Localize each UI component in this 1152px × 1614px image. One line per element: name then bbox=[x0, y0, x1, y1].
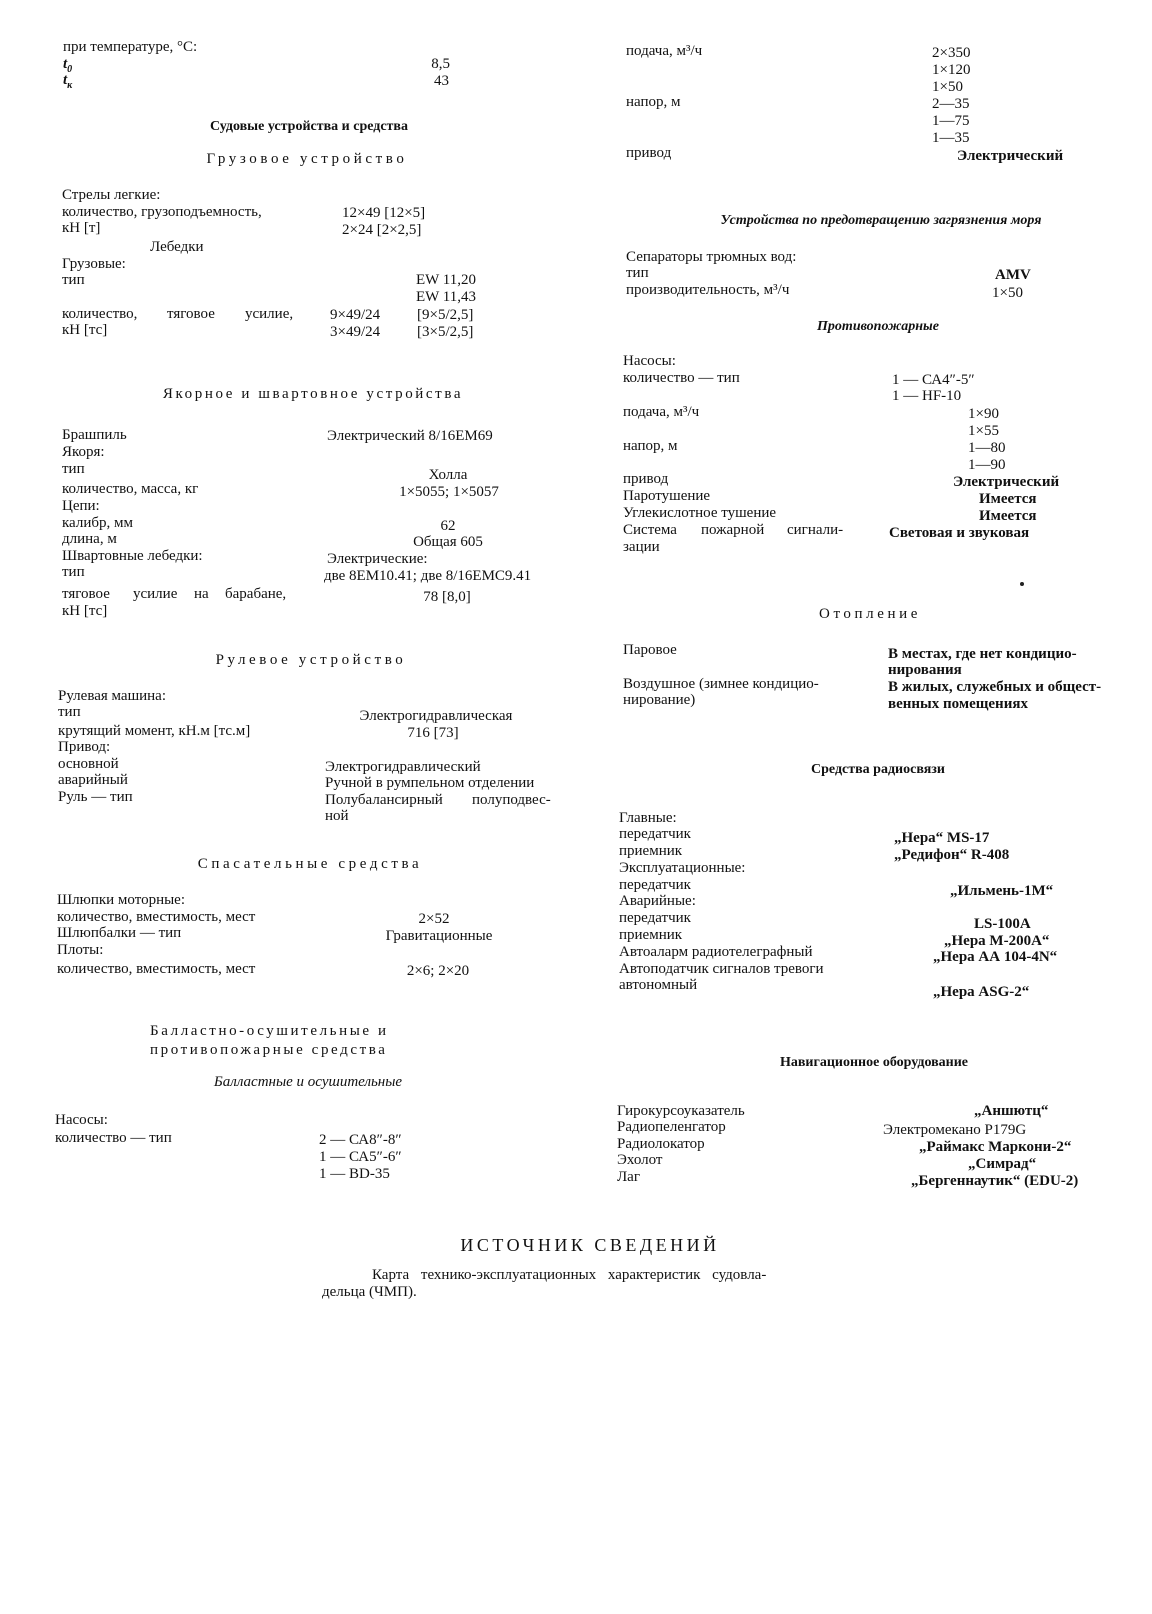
fire-head-value-1: 1—80 bbox=[968, 440, 1006, 456]
fire-qty-type-value-2: 1 — HF-10 bbox=[892, 388, 962, 404]
steering-drive: Привод: bbox=[58, 739, 111, 755]
rudder-type: Руль — тип bbox=[58, 789, 133, 805]
anchor-title: Якорное и швартовное устройства bbox=[162, 386, 464, 402]
autosender-2: автономный bbox=[619, 977, 698, 993]
fire-flow-value-1: 1×90 bbox=[968, 406, 999, 422]
chain-length: длина, м bbox=[62, 531, 117, 547]
cargo-booms: Стрелы легкие: bbox=[62, 187, 161, 203]
steering-type: тип bbox=[58, 704, 81, 720]
t0-value: 8,5 bbox=[431, 56, 450, 72]
gyrocompass: Гирокурсоуказатель bbox=[617, 1103, 745, 1119]
tk-symbol: $t_к$ bbox=[63, 72, 73, 91]
ballast-title-1: Балластно-осушительные и bbox=[150, 1023, 389, 1039]
rafts-qty-cap: количество, вместимость, мест bbox=[57, 961, 256, 977]
ballast-subtitle: Балластные и осушительные bbox=[213, 1074, 403, 1090]
separators-label: Сепараторы трюмных вод: bbox=[626, 249, 797, 265]
stray-dot bbox=[1020, 582, 1024, 586]
drum-d: барабане, bbox=[225, 586, 287, 602]
motor-boats: Шлюпки моторные: bbox=[57, 892, 185, 908]
alarm-c: сигнали- bbox=[787, 522, 844, 538]
separator-type: тип bbox=[626, 265, 649, 281]
flow-label: подача, м³/ч bbox=[626, 43, 703, 59]
radio-emergency-tx: передатчик bbox=[619, 910, 691, 926]
steering-type-value: Электрогидравлическая bbox=[359, 708, 513, 724]
windlass-value: Электрический 8/16ЕМ69 bbox=[327, 428, 493, 444]
fire-flow: подача, м³/ч bbox=[623, 404, 700, 420]
autosender-1: Автоподатчик сигналов тревоги bbox=[619, 961, 824, 977]
flow-value-1: 2×350 bbox=[932, 45, 971, 61]
anchor-type: тип bbox=[62, 461, 85, 477]
davits-type-value: Гравитационные bbox=[385, 928, 493, 944]
ballast-value-2: 1 — СА5″-6″ bbox=[319, 1149, 402, 1165]
fire-flow-value-2: 1×55 bbox=[968, 423, 999, 439]
alarm-b: пожарной bbox=[701, 522, 765, 538]
rudder-type-value-2: ной bbox=[325, 808, 349, 824]
cargo-qty-cap: количество, грузоподъемность, bbox=[62, 204, 262, 220]
temperature-label: при температуре, °С: bbox=[63, 39, 198, 55]
rafts-qty-cap-value: 2×6; 2×20 bbox=[406, 963, 470, 979]
rdf-value: Электромеканo Р179G bbox=[883, 1122, 1027, 1138]
head-value-2: 1—75 bbox=[932, 113, 970, 129]
cargo-booms-value-2: 2×24 [2×2,5] bbox=[342, 222, 422, 238]
boats-qty-cap: количество, вместимость, мест bbox=[57, 909, 256, 925]
autosender-value: „Нера ASG-2“ bbox=[933, 984, 1030, 1000]
rdf: Радиопеленгатор bbox=[617, 1119, 726, 1135]
cargo-winch-type-value-1: EW 11,20 bbox=[416, 272, 476, 288]
head-label: напор, м bbox=[626, 94, 681, 110]
ballast-value-3: 1 — BD-35 bbox=[319, 1166, 390, 1182]
radio-main: Главные: bbox=[619, 810, 677, 826]
head-value-1: 2—35 bbox=[932, 96, 970, 112]
log: Лаг bbox=[617, 1169, 640, 1185]
fire-pumps: Насосы: bbox=[623, 353, 676, 369]
autoalarm: Автоаларм радиотелеграфный bbox=[619, 944, 813, 960]
rafts-label: Плоты: bbox=[57, 942, 104, 958]
heating-title: Отопление bbox=[819, 606, 921, 622]
cargo-winch-type: тип bbox=[62, 272, 85, 288]
lifesaving-title: Спасательные средства bbox=[197, 856, 423, 872]
radar: Радиолокатор bbox=[617, 1136, 705, 1152]
steering-main: основной bbox=[58, 756, 119, 772]
mooring-winches: Швартовные лебедки: bbox=[62, 548, 203, 564]
co2-extinguishing: Углекислотное тушение bbox=[623, 505, 777, 521]
mooring-type: тип bbox=[62, 564, 85, 580]
separator-capacity: производительность, м³/ч bbox=[626, 282, 790, 298]
echosounder-value: „Симрад“ bbox=[968, 1156, 1037, 1172]
radio-operational-tx-value: „Ильмень-1М“ bbox=[950, 883, 1054, 899]
heating-air-2: нирование) bbox=[623, 692, 696, 708]
qty-pull-b: тяговое bbox=[167, 306, 215, 322]
qty-pull-a: количество, bbox=[62, 306, 138, 322]
drive-value: Электрический bbox=[957, 148, 1064, 164]
flow-value-3: 1×50 bbox=[932, 79, 963, 95]
steering-torque-value: 716 [73] bbox=[407, 725, 459, 741]
pull-value-1b: [9×5/2,5] bbox=[417, 307, 474, 323]
radio-emergency: Аварийные: bbox=[619, 893, 696, 909]
fire-head-value-2: 1—90 bbox=[968, 457, 1006, 473]
anchor-type-value: Холла bbox=[428, 467, 468, 483]
drum-b: усилие bbox=[133, 586, 178, 602]
separator-type-value: AMV bbox=[995, 267, 1031, 283]
tk-value: 43 bbox=[434, 73, 449, 89]
anchor-qty-mass-value: 1×5055; 1×5057 bbox=[399, 484, 499, 500]
rudder-type-value-1a: Полубалансирный bbox=[325, 792, 443, 808]
steering-emergency-value: Ручной в румпельном отделении bbox=[325, 775, 535, 791]
fire-head: напор, м bbox=[623, 438, 678, 454]
chain-caliber-value: 62 bbox=[440, 518, 456, 534]
boats-qty-cap-value: 2×52 bbox=[418, 911, 450, 927]
fire-drive-value: Электрический bbox=[953, 474, 1060, 490]
pull-value-1a: 9×49/24 bbox=[330, 307, 381, 323]
drum-c: на bbox=[194, 586, 209, 602]
pull-value-2b: [3×5/2,5] bbox=[417, 324, 474, 340]
radio-operational: Эксплуатационные: bbox=[619, 860, 746, 876]
radio-main-tx: передатчик bbox=[619, 826, 691, 842]
flow-value-2: 1×120 bbox=[932, 62, 971, 78]
steering-emergency: аварийный bbox=[58, 772, 128, 788]
davits-type: Шлюпбалки — тип bbox=[57, 925, 182, 941]
ballast-pumps: Насосы: bbox=[55, 1112, 108, 1128]
anchors-label: Якоря: bbox=[62, 444, 105, 460]
radio-title: Средства радиосвязи bbox=[811, 762, 945, 777]
fire-qty-type: количество — тип bbox=[623, 370, 740, 386]
heating-steam: Паровое bbox=[623, 642, 677, 658]
radio-main-rx-value: „Редифон“ R-408 bbox=[894, 847, 1010, 863]
autoalarm-value: „Нера АА 104-4N“ bbox=[933, 949, 1058, 965]
fire-title: Противопожарные bbox=[817, 319, 939, 334]
heating-steam-value-1: В местах, где нет кондицио- bbox=[888, 646, 1077, 662]
ballast-qty-type: количество — тип bbox=[55, 1130, 172, 1146]
mooring-winches-value: Электрические: bbox=[327, 551, 428, 567]
heating-steam-value-2: нирования bbox=[888, 662, 962, 678]
radio-emergency-rx-value: „Нера М-200А“ bbox=[944, 933, 1050, 949]
t0-symbol: $t_0$ bbox=[63, 56, 73, 75]
alarm-a: Система bbox=[623, 522, 677, 538]
cargo-winch-type-value-2: EW 11,43 bbox=[416, 289, 476, 305]
chain-caliber: калибр, мм bbox=[62, 515, 133, 531]
drum-a: тяговое bbox=[62, 586, 110, 602]
radio-operational-tx: передатчик bbox=[619, 877, 691, 893]
source-title: ИСТОЧНИК СВЕДЕНИЙ bbox=[460, 1235, 720, 1255]
radio-main-tx-value: „Нера“ MS-17 bbox=[894, 830, 990, 846]
heating-air-1: Воздушное (зимнее кондицио- bbox=[623, 676, 819, 692]
steering-title: Рулевое устройство bbox=[215, 652, 407, 668]
qty-pull-c: усилие, bbox=[245, 306, 294, 322]
chain-length-value: Общая 605 bbox=[413, 534, 483, 550]
fire-qty-type-value-1: 1 — СА4″-5″ bbox=[892, 372, 975, 388]
cargo-winches-label: Грузовые: bbox=[62, 256, 126, 272]
cargo-kn-t: кН [т] bbox=[62, 220, 101, 236]
steering-main-value: Электрогидравлический bbox=[325, 759, 481, 775]
steam-extinguishing-value: Имеется bbox=[979, 491, 1037, 507]
source-line-1: Карта технико-эксплуатационных характеристик судовла- bbox=[372, 1267, 767, 1283]
steam-extinguishing: Паротушение bbox=[623, 488, 711, 504]
echosounder: Эхолот bbox=[617, 1152, 663, 1168]
pollution-title: Устройства по предотвращению загрязнения моря bbox=[720, 213, 1042, 228]
drum-kn-ts: кН [тс] bbox=[62, 603, 108, 619]
alarm-line-2: зации bbox=[623, 539, 660, 555]
chains-label: Цепи: bbox=[62, 498, 100, 514]
fire-drive: привод bbox=[623, 471, 669, 487]
heating-air-value-2: венных помещениях bbox=[888, 696, 1028, 712]
cargo-booms-value-1: 12×49 [12×5] bbox=[342, 205, 426, 221]
steering-machine: Рулевая машина: bbox=[58, 688, 166, 704]
log-value: „Бергеннаутик“ (EDU-2) bbox=[911, 1173, 1079, 1189]
steering-torque: крутящий момент, кН.м [тс.м] bbox=[58, 723, 251, 739]
drum-value: 78 [8,0] bbox=[423, 589, 471, 605]
gyrocompass-value: „Аншютц“ bbox=[974, 1103, 1049, 1119]
mooring-type-value: две 8ЕМ10.41; две 8/16ЕМС9.41 bbox=[324, 568, 532, 584]
source-line-2: дельца (ЧМП). bbox=[322, 1284, 417, 1300]
section-ship-devices: Судовые устройства и средства bbox=[210, 119, 408, 134]
head-value-3: 1—35 bbox=[932, 130, 970, 146]
winches-heading: Лебедки bbox=[150, 239, 204, 255]
cargo-title: Грузовое устройство bbox=[206, 151, 408, 167]
nav-title: Навигационное оборудование bbox=[779, 1055, 969, 1070]
rudder-type-value-1b: полуподвес- bbox=[472, 792, 551, 808]
pull-value-2a: 3×49/24 bbox=[330, 324, 381, 340]
separator-capacity-value: 1×50 bbox=[992, 285, 1023, 301]
drive-label: привод bbox=[626, 145, 672, 161]
radar-value: „Раймакс Маркони-2“ bbox=[919, 1139, 1072, 1155]
anchor-qty-mass: количество, масса, кг bbox=[62, 481, 199, 497]
heating-air-value-1: В жилых, служебных и общест- bbox=[888, 679, 1102, 695]
radio-main-rx: приемник bbox=[619, 843, 683, 859]
alarm-value: Световая и звуковая bbox=[889, 525, 1030, 541]
ballast-value-1: 2 — СА8″-8″ bbox=[319, 1132, 402, 1148]
radio-emergency-rx: приемник bbox=[619, 927, 683, 943]
radio-emergency-tx-value: LS-100A bbox=[974, 916, 1031, 932]
kn-ts: кН [тс] bbox=[62, 322, 108, 338]
ballast-title-2: противопожарные средства bbox=[150, 1042, 388, 1058]
co2-extinguishing-value: Имеется bbox=[979, 508, 1037, 524]
windlass: Брашпиль bbox=[62, 427, 127, 443]
